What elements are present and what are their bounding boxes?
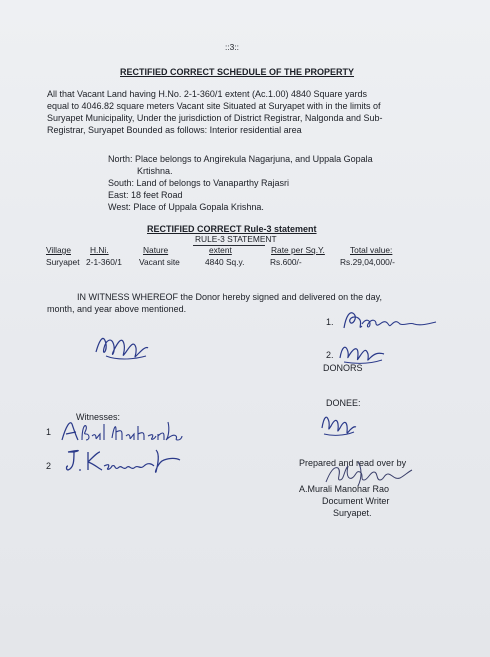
donee-label: DONEE: [326,398,361,408]
writer-title: Document Writer [322,496,390,506]
witness-clause-line: IN WITNESS WHEREOF the Donor hereby signed and delivered on the day, [77,292,382,302]
donor-signature-left [92,330,152,364]
cell-hno: 2-1-360/1 [86,257,122,267]
witnesses-label: Witnesses: [76,412,121,422]
donor-number-1: 1. [326,317,334,327]
donor-1-signature [340,306,440,336]
schedule-heading: RECTIFIED CORRECT SCHEDULE OF THE PROPERTY [120,67,355,77]
schedule-line: Suryapet Municipality, Under the jurisdiction of District Registrar, Nalgonda and Sub- [47,113,383,123]
header-nature: Nature [143,245,169,255]
cell-total: Rs.29,04,000/- [340,257,395,267]
rule3-heading: RECTIFIED CORRECT Rule-3 statement [147,224,317,234]
donor-number-2: 2. [326,350,334,360]
cell-rate: Rs.600/- [270,257,302,267]
cell-extent: 4840 Sq.y. [205,257,245,267]
rule3-subheading: RULE-3 STATEMENT [195,234,277,244]
schedule-line: Registrar, Suryapet Bounded as follows: Interior residential area [47,125,302,135]
boundary-west: West: Place of Uppala Gopala Krishna. [108,202,264,212]
witness-number-1: 1 [46,427,52,437]
witness-2-signature [64,446,184,476]
witness-clause-line: month, and year above mentioned. [47,304,187,314]
witness-number-2: 2 [46,461,52,471]
page-number: ::3:: [225,42,239,52]
writer-name: A.Murali Manohar Rao [299,484,390,494]
boundary-north: North: Place belongs to Angirekula Nagarjuna, and Uppala Gopala [108,154,373,164]
prepared-by-label: Prepared and read over by [299,458,407,468]
schedule-line: equal to 4046.82 square meters Vacant site Situated at Suryapet with in the limits of [47,101,381,111]
header-hno: H.Ni. [90,245,109,255]
writer-place: Suryapet. [333,508,372,518]
boundary-south: South: Land of belongs to Vanaparthy Rajasri [108,178,289,188]
cell-nature: Vacant site [139,257,180,267]
donee-signature [318,410,358,440]
boundary-east: East: 18 feet Road [108,190,183,200]
boundary-north-cont: Krtishna. [137,166,173,176]
witness-1-signature [58,416,184,446]
schedule-line: All that Vacant Land having H.No. 2-1-360/1 extent (Ac.1.00) 4840 Square yards [47,89,368,99]
header-total: Total value: [350,245,393,255]
cell-village: Suryapet [46,257,80,267]
header-village: Village [46,245,71,255]
header-rate: Rate per Sq.Y. [271,245,325,255]
donors-label: DONORS [323,363,363,373]
header-extent: extent [209,245,232,255]
